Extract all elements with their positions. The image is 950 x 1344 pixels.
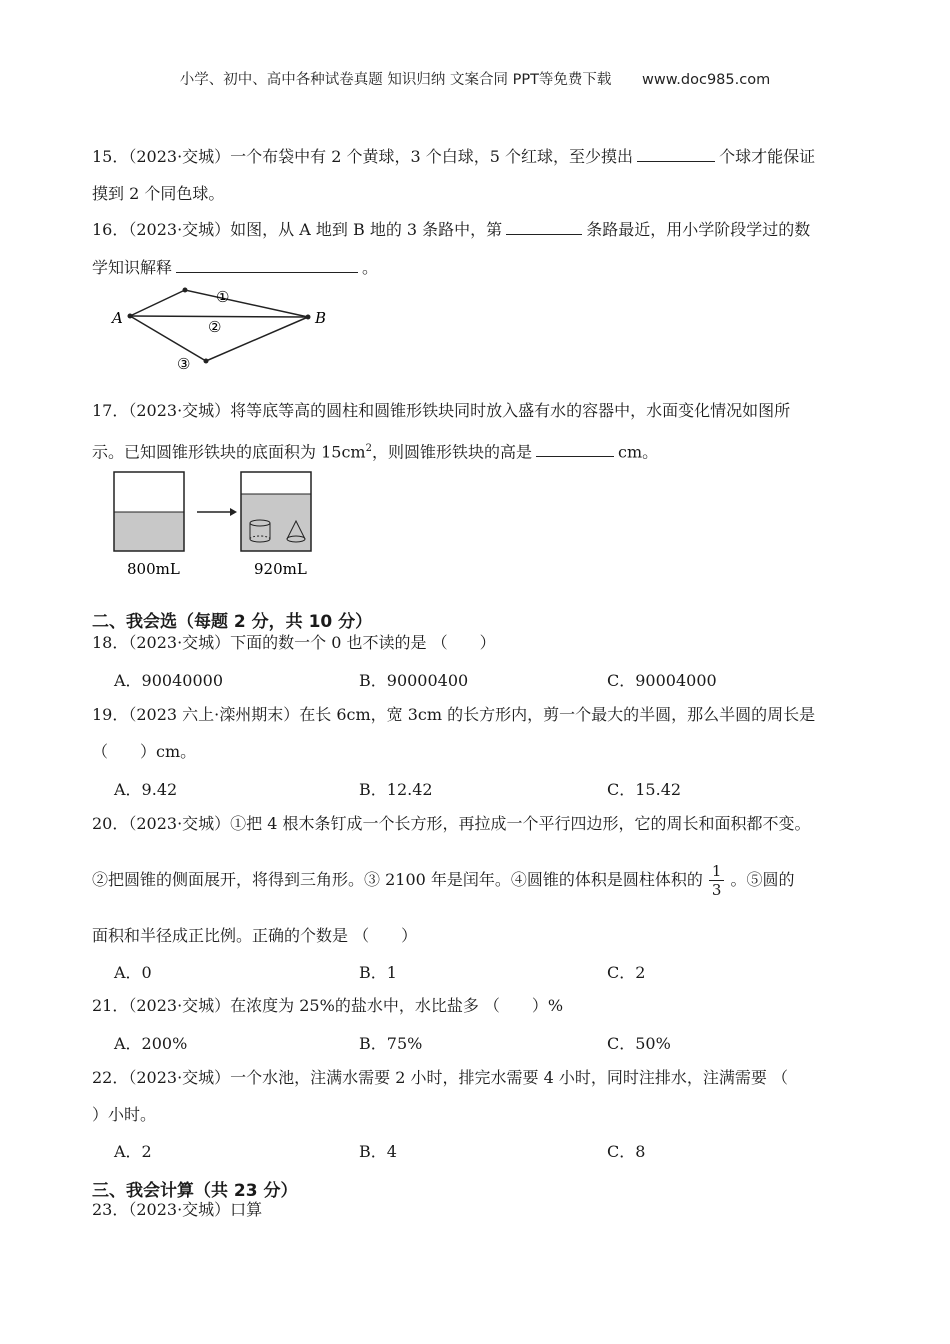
q22-option-c[interactable]: C．8 bbox=[607, 1142, 646, 1161]
route-3-label: ③ bbox=[177, 355, 191, 373]
q18-option-b[interactable]: B．90000400 bbox=[359, 671, 469, 690]
q18-option-c[interactable]: C．90004000 bbox=[607, 671, 717, 690]
label-a: A bbox=[112, 309, 123, 327]
q17-line1: 17．（2023·交城）将等底等高的圆柱和圆锥形铁块同时放入盛有水的容器中，水面变化情况如图所 bbox=[92, 401, 791, 420]
label-before: 800mL bbox=[127, 560, 180, 578]
q15-line2: 摸到 2 个同色球。 bbox=[92, 184, 225, 203]
q17-container-figure bbox=[105, 465, 325, 583]
q20-option-b[interactable]: B．1 bbox=[359, 963, 397, 982]
q17-sup: 2 bbox=[365, 443, 372, 454]
point-a bbox=[128, 314, 133, 319]
q15-text-b: 个球才能保证 bbox=[719, 147, 816, 166]
q16-line1 bbox=[92, 218, 810, 241]
q20-text-b: 。⑤圆的 bbox=[730, 870, 795, 889]
q18-option-a[interactable]: A．90040000 bbox=[114, 671, 223, 690]
q20-option-c[interactable]: C．2 bbox=[607, 963, 646, 982]
route-2-path bbox=[130, 316, 308, 317]
q19-line1: 19．（2023 六上·滦州期末）在长 6cm，宽 3cm 的长方形内，剪一个最大的半圆，那么半圆的周长是 bbox=[92, 705, 816, 724]
q17-answer-blank[interactable] bbox=[536, 440, 614, 457]
header-text: 小学、初中、高中各种试卷真题 知识归纳 文案合同 PPT等免费下载 bbox=[179, 72, 612, 88]
q19-line2: （ ）cm。 bbox=[92, 742, 197, 761]
q20-line1: 20．（2023·交城）①把 4 根木条钉成一个长方形，再拉成一个平行四边形，它的周长和面积都不变。 bbox=[92, 814, 811, 833]
section-3-title: 三、我会计算（共 23 分） bbox=[92, 1181, 298, 1201]
q16-route-figure bbox=[100, 280, 340, 380]
q23-stem: 23．（2023·交城）口算 bbox=[92, 1200, 263, 1219]
section-2-title: 二、我会选（每题 2 分，共 10 分） bbox=[92, 612, 373, 632]
q16-route-blank[interactable] bbox=[506, 218, 582, 235]
label-after: 920mL bbox=[254, 560, 307, 578]
q17-text-c: cm。 bbox=[617, 442, 659, 462]
q15-answer-blank[interactable] bbox=[637, 145, 715, 162]
q17-text-a: 示。已知圆锥形铁块的底面积为 15cm bbox=[92, 442, 366, 462]
route-1-label: ① bbox=[216, 288, 230, 306]
q22-option-a[interactable]: A．2 bbox=[114, 1142, 152, 1161]
arrow-head bbox=[230, 508, 237, 516]
q19-option-b[interactable]: B．12.42 bbox=[359, 780, 433, 799]
q15-line1 bbox=[92, 145, 815, 168]
q21-option-c[interactable]: C．50% bbox=[607, 1034, 671, 1053]
page-header bbox=[0, 68, 950, 89]
q16-text-b: 条路最近，用小学阶段学过的数 bbox=[586, 220, 811, 239]
q20-line3: 面积和半径成正比例。正确的个数是 （ ） bbox=[92, 926, 418, 945]
q21-option-a[interactable]: A．200% bbox=[114, 1034, 188, 1053]
q22-line2: ）小时。 bbox=[92, 1105, 157, 1124]
q16-text-c: 学知识解释 bbox=[92, 258, 173, 277]
point-b bbox=[306, 315, 311, 320]
route-2-label: ② bbox=[208, 318, 222, 336]
q16-explain-blank[interactable] bbox=[176, 256, 358, 273]
q20-option-a[interactable]: A．0 bbox=[114, 963, 152, 982]
header-site: www.doc985.com bbox=[642, 72, 771, 88]
q20-text-a: ②把圆锥的侧面展开，将得到三角形。③ 2100 年是闰年。④圆锥的体积是圆柱体积的 bbox=[92, 870, 703, 889]
q22-line1: 22．（2023·交城）一个水池，注满水需要 2 小时，排完水需要 4 小时，同时注排水，注满需要 （ bbox=[92, 1068, 788, 1087]
route-3-vertex bbox=[204, 359, 209, 364]
route-1-vertex bbox=[183, 288, 188, 293]
fraction-numerator: 1 bbox=[709, 862, 725, 881]
q21-option-b[interactable]: B．75% bbox=[359, 1034, 423, 1053]
q22-option-b[interactable]: B．4 bbox=[359, 1142, 397, 1161]
q20-line2 bbox=[92, 862, 794, 899]
q19-option-a[interactable]: A．9.42 bbox=[114, 780, 178, 799]
q15-text-a: 15．（2023·交城）一个布袋中有 2 个黄球，3 个白球，5 个红球，至少摸出 bbox=[92, 147, 634, 166]
q16-text-a: 16．（2023·交城）如图，从 A 地到 B 地的 3 条路中，第 bbox=[92, 220, 503, 239]
q17-line2 bbox=[92, 438, 658, 463]
q16-line2 bbox=[92, 256, 378, 279]
label-b: B bbox=[315, 309, 327, 327]
q21-stem: 21．（2023·交城）在浓度为 25%的盐水中，水比盐多 （ ）% bbox=[92, 996, 564, 1015]
fraction-denominator: 3 bbox=[711, 881, 722, 899]
q16-text-d: 。 bbox=[362, 258, 379, 277]
q18-stem: 18．（2023·交城）下面的数一个 0 也不读的是 （ ） bbox=[92, 633, 496, 652]
q17-text-b: ，则圆锥形铁块的高是 bbox=[371, 442, 532, 462]
q19-option-c[interactable]: C．15.42 bbox=[607, 780, 682, 799]
one-third-fraction bbox=[709, 862, 725, 899]
